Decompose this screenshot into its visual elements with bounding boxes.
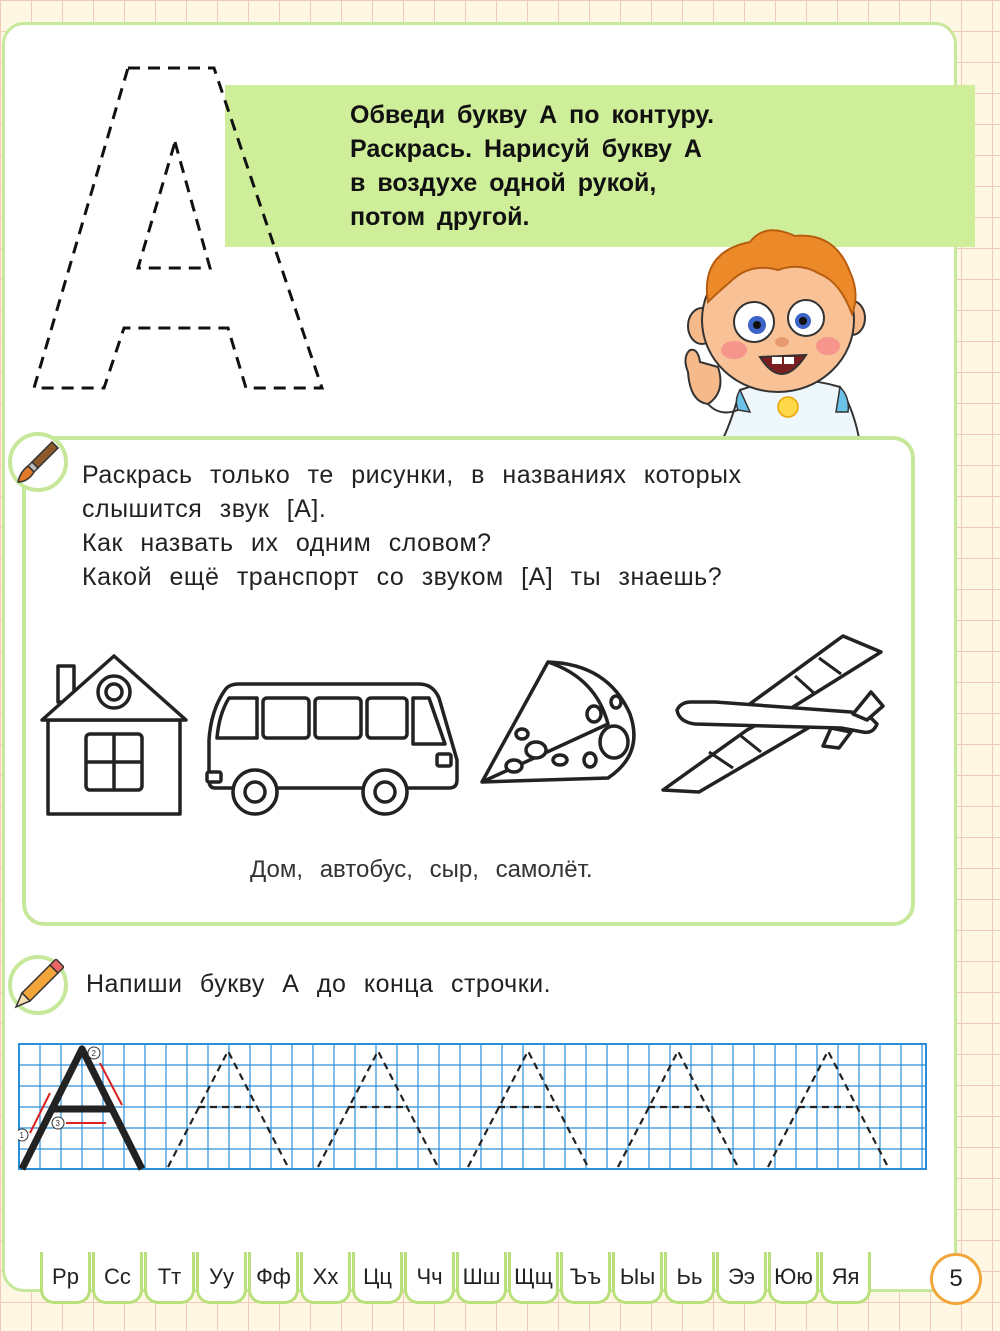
- alphabet-letter: Рр: [40, 1252, 91, 1304]
- alphabet-letter: Шш: [456, 1252, 507, 1304]
- cheese-icon[interactable]: [478, 654, 648, 794]
- pencil-icon: [12, 959, 64, 1011]
- coloring-task-text: [82, 458, 741, 594]
- instruction-line: в воздухе одной рукой,: [350, 169, 657, 197]
- alphabet-letter: Ээ: [716, 1252, 767, 1304]
- bus-icon[interactable]: [205, 680, 465, 820]
- stroke-number: 3: [55, 1119, 60, 1128]
- alphabet-letter: Цц: [352, 1252, 403, 1304]
- task-line: Какой ещё транспорт со звуком [А] ты знаешь?: [82, 563, 723, 591]
- task-line: слышится звук [А].: [82, 495, 327, 523]
- house-icon[interactable]: [40, 652, 190, 818]
- instruction-line: Обведи букву А по контуру.: [350, 101, 715, 129]
- airplane-icon[interactable]: [655, 632, 895, 802]
- brush-icon: [12, 436, 64, 488]
- dotted-letter-a: [28, 60, 338, 400]
- pencil-icon-circle: [8, 955, 68, 1015]
- instruction-line: Раскрась. Нарисуй букву А: [350, 135, 702, 163]
- writing-task-text: Напиши букву А до конца строчки.: [86, 970, 552, 998]
- alphabet-letter: Щщ: [508, 1252, 559, 1304]
- alphabet-letter: Тт: [144, 1252, 195, 1304]
- boy-illustration: [660, 222, 870, 447]
- task-line: Как назвать их одним словом?: [82, 529, 492, 557]
- answer-text: Дом, автобус, сыр, самолёт.: [250, 856, 593, 883]
- alphabet-letter: Яя: [820, 1252, 871, 1304]
- stroke-number: 2: [91, 1049, 96, 1058]
- alphabet-letter: Юю: [768, 1252, 819, 1304]
- alphabet-letter: Ъъ: [560, 1252, 611, 1304]
- alphabet-letter: Чч: [404, 1252, 455, 1304]
- alphabet-letter: Сс: [92, 1252, 143, 1304]
- alphabet-letter: Уу: [196, 1252, 247, 1304]
- stroke-number: 1: [19, 1131, 24, 1140]
- writing-grid[interactable]: [18, 1043, 928, 1171]
- alphabet-letter: Хх: [300, 1252, 351, 1304]
- task-line: Раскрась только те рисунки, в названиях которых: [82, 461, 742, 489]
- brush-icon-circle: [8, 432, 68, 492]
- alphabet-letter: Фф: [248, 1252, 299, 1304]
- instruction-line: потом другой.: [350, 203, 530, 231]
- alphabet-strip: [40, 1252, 872, 1304]
- instruction-text: [350, 98, 714, 234]
- alphabet-letter: Ьь: [664, 1252, 715, 1304]
- page-number: 5: [930, 1253, 982, 1305]
- alphabet-letter: Ыы: [612, 1252, 663, 1304]
